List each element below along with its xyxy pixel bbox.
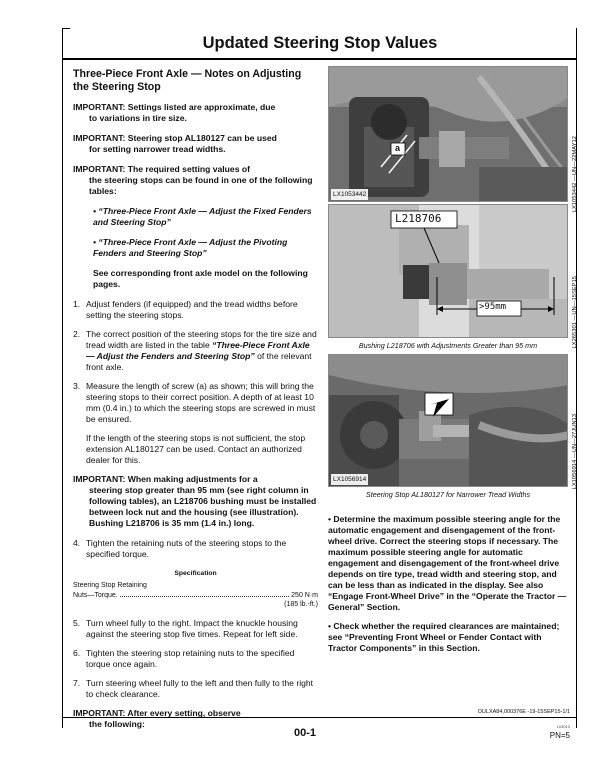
photo-side-code: LX1053442 —UN—22MAY12	[572, 136, 578, 213]
steering-stop-photo-drawing	[329, 355, 568, 487]
document-reference: OULXA84,000376E -19-15SEP15-1/1	[477, 709, 570, 715]
photo-code-3: LX1056914	[333, 476, 367, 483]
page-frame-left	[62, 28, 63, 728]
title-rule	[62, 58, 577, 60]
step-1: 1. Adjust fenders (if equipped) and the tread widths before setting the steering stops.	[73, 299, 298, 320]
see-note: See corresponding front axle model on the following pages.	[93, 268, 308, 289]
important-note-3: IMPORTANT: The required setting values of the steering stops can be found in one of the following tables:	[73, 164, 313, 196]
bushing-caption: Bushing L218706 with Adjustments Greater than 95 mm	[358, 341, 538, 350]
step-5: 5. Turn wheel fully to the right. Impact the knuckle housing against the steering stop five times. Repeat for left side.	[73, 617, 298, 639]
left-column	[73, 68, 318, 739]
important-note-2: IMPORTANT: Steering stop AL180127 can be used for setting narrower tread widths.	[73, 133, 277, 154]
step-6: 6. Tighten the steering stop retaining nuts to the specified torque once again.	[73, 647, 295, 669]
table-reference-2: • “Three-Piece Front Axle — Adjust the Pivoting Fenders and Steering Stop”	[93, 237, 288, 258]
bullet-steering-angle: • Determine the maximum possible steering angle for the automatic engagement and disengagement of the front-wheel drive. Correct the steering stops if necessary. The maximum possible steering angle for automatic engagement and disengagement of the front-wheel drive depends on tire type, tread width and steering stop, and can be less than as indicated in the display. See also “Engage Front-Wheel Drive” in the “Operate the Tractor — General” Section.	[328, 514, 567, 612]
page-title: Updated Steering Stop Values	[202, 34, 438, 52]
specification-row: Nuts—Torque. 250 N·m	[73, 591, 318, 599]
step-2: 2. The correct position of the steering stops for the tire size and tread width are listed in the table “Three-Piece Front Axle — Adjust the Fenders and Steering Stop” of the relevant front axle.	[73, 329, 317, 372]
page-frame-right	[576, 28, 577, 728]
procedure-steps	[73, 299, 318, 466]
axle-photo-screw-a	[328, 66, 568, 202]
part-number-label: L218706	[395, 212, 442, 225]
important-note-4: IMPORTANT: When making adjustments for a steering stop greater than 95 mm (see right column in following tables), an L218706 bushing must be installed between lock nut and the housing (see illustration). Bushing L218706 is 35 mm (1.4 in.) long.	[73, 474, 317, 528]
page-frame-tick	[62, 28, 70, 29]
step-7: 7. Turn steering wheel fully to the left and then fully to the right to check clearance.	[73, 677, 314, 699]
photo-side-code-3: LX1056914 —UN—27JUN13	[572, 414, 578, 490]
section-heading: Three-Piece Front Axle — Notes on Adjusting the Steering Stop	[73, 68, 302, 93]
table-reference-1: • “Three-Piece Front Axle — Adjust the Fixed Fenders and Steering Stop”	[93, 206, 312, 227]
footer-rule	[62, 717, 577, 718]
specification-value-imperial: (185 lb.-ft.)	[284, 601, 318, 608]
step-4: 4. Tighten the retaining nuts of the steering stops to the specified torque.	[73, 538, 287, 559]
right-column	[328, 66, 578, 662]
callout-a: a	[395, 143, 401, 153]
page-number: 00-1	[293, 727, 317, 739]
step-3: 3. Measure the length of screw (a) as shown; this will bring the steering stops to their correct position. A depth of at least 10 mm (0.4 in.) to which the steering stops are screwed in must be ensured. If the length of the steering stops is not sufficient, the stop extension AL180127 can be used. Contact an authorized dealer for this.	[73, 381, 316, 465]
photo-side-code-2: LX265301 —UN—15SEP15	[572, 276, 578, 349]
bushing-photo-drawing	[329, 205, 568, 338]
bushing-photo	[328, 204, 568, 338]
specification-label: Steering Stop Retaining	[73, 582, 147, 589]
important-note-5: IMPORTANT: After every setting, observe the following:	[73, 707, 241, 729]
right-bullets	[328, 514, 568, 654]
pn-number: PN=5	[549, 731, 570, 740]
photo-code: LX1053442	[333, 191, 367, 198]
bullet-clearances: • Check whether the required clearances are maintained; see “Preventing Front Wheel or Fender Contact with Tractor Components” in this Section.	[328, 621, 560, 653]
steering-stop-photo	[328, 354, 568, 487]
axle-photo-drawing	[329, 67, 568, 202]
footer-tiny-code: 103013	[556, 724, 570, 729]
steering-stop-caption: Steering Stop AL180127 for Narrower Tread Widths	[365, 490, 531, 499]
important-note-1: IMPORTANT: Settings listed are approximate, due to variations in tire size.	[73, 102, 276, 123]
dimension-label: >95mm	[479, 302, 507, 312]
specification-heading: Specification	[174, 570, 217, 577]
